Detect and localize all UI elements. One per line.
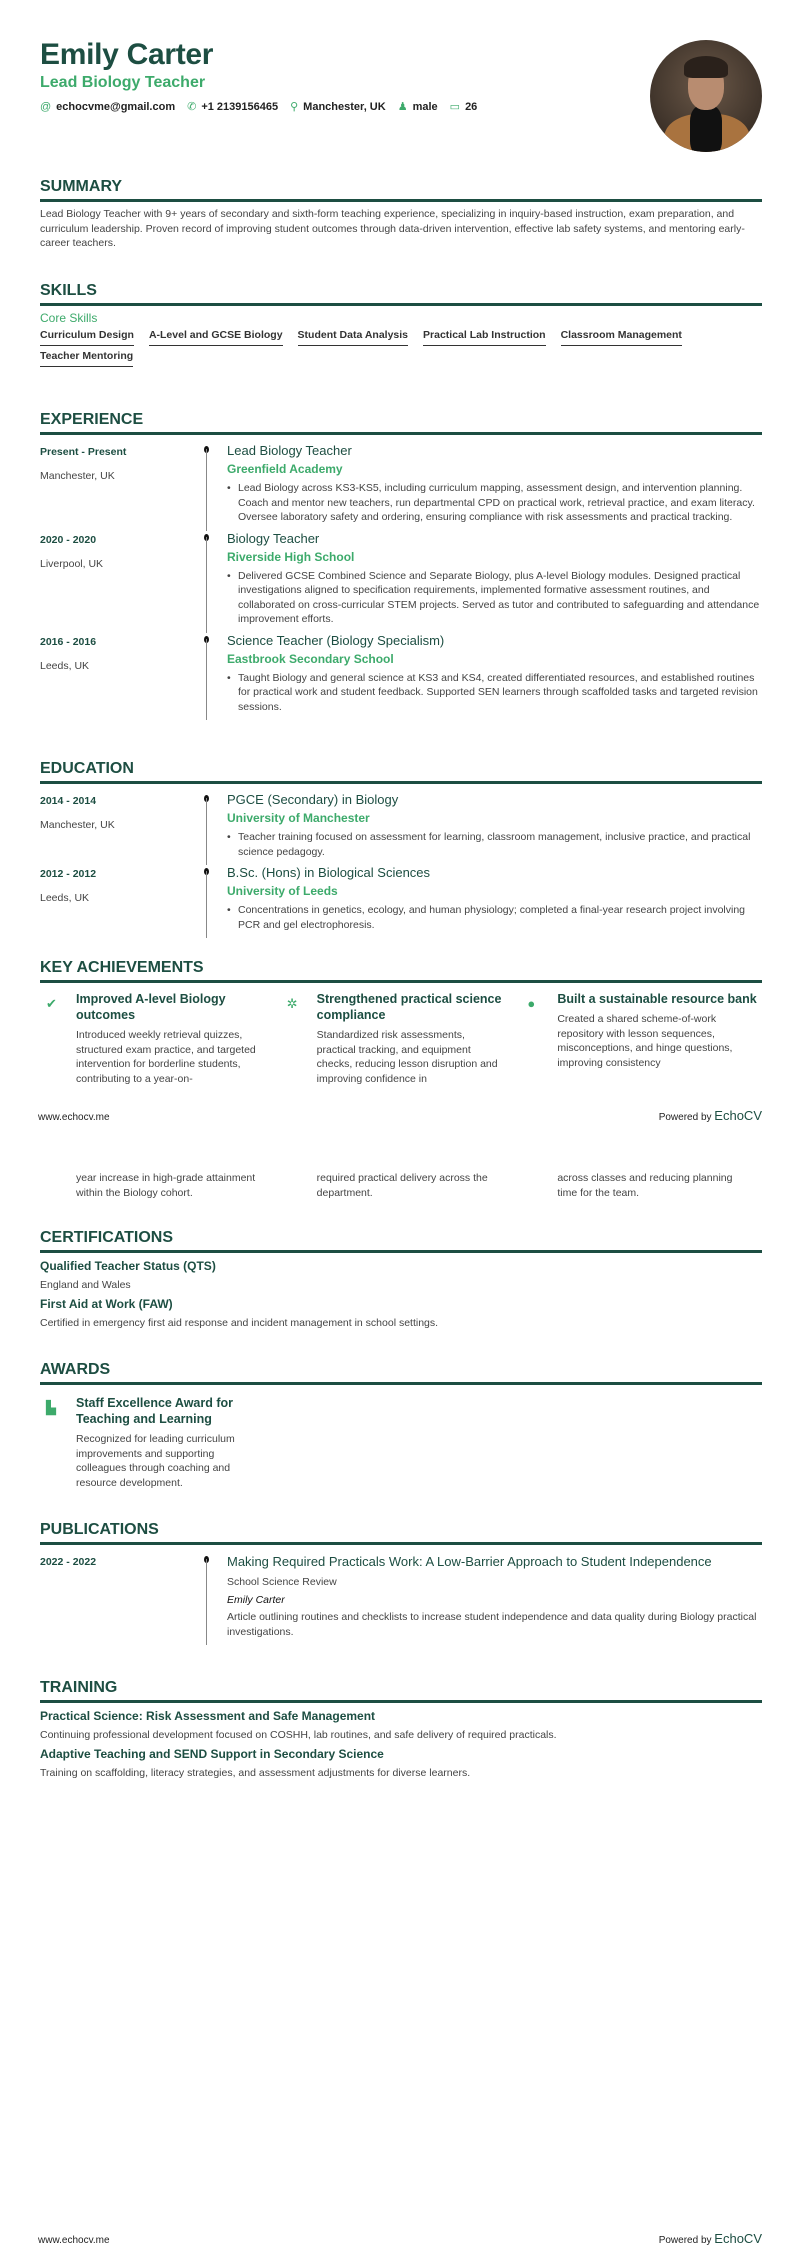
entry-role: Science Teacher (Biology Specialism) [227, 632, 445, 648]
entry-school: University of Leeds [227, 884, 338, 898]
cert-title: First Aid at Work (FAW) [40, 1297, 173, 1311]
cert-desc: England and Wales [40, 1279, 131, 1291]
entry-date: Present - Present [40, 446, 127, 458]
person-icon: ♟ [397, 101, 408, 113]
entry-degree: PGCE (Secondary) in Biology [227, 792, 399, 807]
timeline-line [206, 871, 207, 938]
publications-section [40, 1521, 762, 1645]
skill-tag: Practical Lab Instruction [423, 329, 546, 346]
entry-bullet: Taught Biology and general science at KS3 and KS4, created differentiated resources, and established routines for practical work and student feedback. Supported SEN learners through scaffolded tasks and targeted revision sessions. [238, 671, 758, 713]
entry-date: 2016 - 2016 [40, 635, 97, 648]
location-icon: ⚲ [290, 101, 299, 113]
skill-tag: Teacher Mentoring [40, 350, 133, 367]
entry-location: Leeds, UK [40, 892, 90, 904]
at-icon: @ [40, 100, 52, 113]
awards-section [40, 1361, 762, 1490]
timeline-line [206, 537, 207, 633]
document-icon: ▙ [46, 1400, 56, 1415]
phone-icon: ✆ [187, 101, 197, 113]
footer-powered: Powered by EchoCV [658, 1108, 762, 1123]
award-title: Staff Excellence Award for Teaching and Learning [76, 1396, 234, 1426]
contact-phone[interactable]: ✆ +1 2139156465 [187, 101, 279, 113]
publication-entry [40, 1553, 762, 1645]
entry-date: 2014 - 2014 [40, 795, 97, 807]
profile-photo [650, 40, 762, 152]
section-heading: SKILLS [40, 282, 762, 306]
section-heading: SUMMARY [40, 178, 762, 202]
entry-bullet: Concentrations in genetics, ecology, and human physiology; completed a final-year research project involving PCR and gel electrophoresis. [238, 904, 746, 931]
entry-location: Manchester, UK [40, 819, 115, 831]
cert-title: Qualified Teacher Status (QTS) [40, 1259, 216, 1273]
training-title: Adaptive Teaching and SEND Support in Secondary Science [40, 1747, 384, 1761]
training-title: Practical Science: Risk Assessment and Safe Management [40, 1709, 376, 1723]
achievements-section [40, 959, 762, 1086]
calendar-icon: ▭ [449, 101, 461, 113]
entry-school: University of Manchester [227, 811, 370, 825]
entry-org: Riverside High School [227, 549, 355, 564]
brand-logo: EchoCV [714, 2231, 762, 2246]
experience-entry: Present - Present Manchester, UK Lead Biology Teacher Greenfield Academy • Lead Biology across KS3-KS5, including curriculum mapping, assessment design, and intervention planning. Coach and mentor new teachers, run departmental CPD on practical work, retrieval practice, and exam literacy. Oversee laboratory safety and ordering, ensuring compliance with risk assessments and practical tracking. [40, 443, 762, 531]
entry-role: Lead Biology Teacher [227, 443, 352, 458]
contact-location: ⚲ Manchester, UK [290, 101, 386, 113]
entry-date: 2012 - 2012 [40, 868, 97, 880]
achievement-item [281, 991, 522, 1086]
experience-entry: 2016 - 2016 Leeds, UK Science Teacher (Biology Specialism) Eastbrook Secondary School • Taught Biology and general science at KS3 and KS4, created differentiated resources, and established routines for practical work and student feedback. Supported SEN learners through scaffolded tasks and targeted revision sessions. [40, 633, 762, 721]
entry-date: 2020 - 2020 [40, 533, 97, 546]
skill-tag: Student Data Analysis [298, 329, 408, 346]
entry-org: Greenfield Academy [227, 462, 343, 476]
education-entry: 2014 - 2014 Manchester, UK PGCE (Secondary) in Biology University of Manchester • Teacher training focused on assessment for learning, classroom management, inclusive practice, and practical science pedagogy. [40, 792, 762, 865]
section-heading: TRAINING [40, 1679, 762, 1703]
footer-site[interactable]: www.echocv.me [38, 1112, 110, 1123]
entry-org: Eastbrook Secondary School [227, 651, 394, 666]
skill-tag: Classroom Management [561, 329, 682, 346]
education-entry: 2012 - 2012 Leeds, UK B.Sc. (Hons) in Biological Sciences University of Leeds • Concentrations in genetics, ecology, and human physiology; completed a final-year research project involving PCR and gel electrophoresis. [40, 865, 762, 938]
cert-desc: Certified in emergency first aid response and incident management in school settings. [40, 1317, 439, 1329]
experience-entry: 2020 - 2020 Liverpool, UK Biology Teacher Riverside High School • Delivered GCSE Combined Science and Separate Biology, plus A-level Biology modules. Designed practical investigations aligned to specification requirements, implemented formative assessment routines, and collaborated on cross-curricular STEM projects. Served as tutor and contributed to safeguarding and attendance improvement efforts. [40, 531, 762, 633]
skill-tag: Curriculum Design [40, 329, 134, 346]
entry-degree: B.Sc. (Hons) in Biological Sciences [227, 865, 431, 880]
publication-title: Making Required Practicals Work: A Low-Barrier Approach to Student Independence [227, 1554, 712, 1569]
entry-location: Liverpool, UK [40, 557, 104, 570]
achievement-desc: Introduced weekly retrieval quizzes, structured exam practice, and targeted intervention for borderline students, contributing to a year-on- [76, 1029, 256, 1085]
page-2 [0, 1123, 794, 2246]
entry-bullet: Delivered GCSE Combined Science and Separate Biology, plus A-level Biology modules. Designed practical investigations aligned to specification requirements, implemented formative assessment routines, and collaborated on cross-curricular STEM projects. Served as tutor and contributed to safeguarding and attendance improvement efforts. [238, 569, 760, 625]
check-circle-icon: ✔ [46, 996, 57, 1011]
publication-desc: Article outlining routines and checklists to increase student independence and data quality during Biology practical investigations. [227, 1611, 757, 1638]
experience-section [40, 411, 762, 720]
entry-bullet: Lead Biology across KS3-KS5, including curriculum mapping, assessment design, and intervention planning. Coach and mentor new teachers, run departmental CPD on practical work, retrieval practice, and exam literacy. Oversee laboratory safety and ordering, ensuring compliance with risk assessments and practical tracking. [238, 482, 755, 523]
sparkle-icon: ✲ [286, 996, 298, 1011]
skill-tags [40, 329, 762, 367]
section-heading: EXPERIENCE [40, 411, 762, 435]
publication-venue: School Science Review [227, 1576, 337, 1588]
timeline-line [206, 639, 207, 721]
candidate-name: Emily Carter [40, 38, 214, 71]
contact-age: ▭ 26 [449, 101, 478, 113]
achievement-desc-continued: year increase in high-grade attainment within the Biology cohort. [76, 1172, 256, 1199]
contact-email[interactable]: @ echocvme@gmail.com [40, 100, 176, 113]
award-desc: Recognized for leading curriculum improvements and supporting colleagues through coaching and resource development. [76, 1433, 235, 1489]
section-heading: PUBLICATIONS [40, 1521, 762, 1545]
achievement-desc: Created a shared scheme-of-work repository with lesson sequences, misconceptions, and hinge questions, improving consistency [557, 1013, 733, 1069]
achievements-continued [40, 1171, 762, 1200]
entry-date: 2022 - 2022 [40, 1556, 97, 1568]
skills-subheading: Core Skills [40, 311, 98, 325]
section-heading: AWARDS [40, 1361, 762, 1385]
training-desc: Training on scaffolding, literacy strategies, and assessment adjustments for diverse learners. [40, 1767, 471, 1779]
footer-site[interactable]: www.echocv.me [38, 2235, 110, 2246]
section-heading: EDUCATION [40, 760, 762, 784]
timeline-line [206, 1559, 207, 1645]
skills-section [40, 282, 762, 367]
summary-section [40, 178, 762, 251]
summary-text: Lead Biology Teacher with 9+ years of secondary and sixth-form teaching experience, specializing in inquiry-based instruction, exam preparation, and curriculum leadership. Proven record of improving student outcomes through data-driven intervention, effective lab safety systems, and mentoring early-career teachers. [40, 208, 745, 249]
training-desc: Continuing professional development focused on COSHH, lab routines, and safe delivery of required practicals. [40, 1729, 557, 1741]
skill-tag: A-Level and GCSE Biology [149, 329, 283, 346]
award-item [40, 1395, 285, 1490]
achievement-title: Built a sustainable resource bank [557, 992, 757, 1006]
achievement-title: Improved A-level Biology outcomes [76, 992, 226, 1022]
chat-bubble-icon: ● [527, 996, 536, 1011]
entry-location: Leeds, UK [40, 659, 90, 672]
certifications-section [40, 1229, 762, 1329]
contact-gender: ♟ male [397, 101, 438, 113]
achievement-item [40, 991, 281, 1086]
timeline-line [206, 449, 207, 531]
entry-role: Biology Teacher [227, 530, 320, 546]
achievement-desc-continued: across classes and reducing planning time for the team. [557, 1172, 733, 1199]
brand-logo: EchoCV [714, 1108, 762, 1123]
education-section [40, 760, 762, 938]
timeline-line [206, 798, 207, 865]
achievement-title: Strengthened practical science compliance [316, 992, 502, 1022]
entry-location: Manchester, UK [40, 470, 115, 482]
training-section [40, 1679, 762, 1779]
footer-powered: Powered by EchoCV [658, 2231, 762, 2246]
entry-bullet: Teacher training focused on assessment for learning, classroom management, inclusive practice, and practical science pedagogy. [238, 831, 751, 858]
section-heading: KEY ACHIEVEMENTS [40, 959, 762, 983]
achievement-desc-continued: required practical delivery across the department. [316, 1172, 488, 1199]
candidate-title: Lead Biology Teacher [40, 74, 206, 91]
achievement-desc: Standardized risk assessments, practical tracking, and equipment checks, reducing lesson disruption and improving confidence in [316, 1029, 498, 1085]
section-heading: CERTIFICATIONS [40, 1229, 762, 1253]
achievement-item [521, 991, 762, 1086]
publication-author: Emily Carter [227, 1594, 285, 1606]
